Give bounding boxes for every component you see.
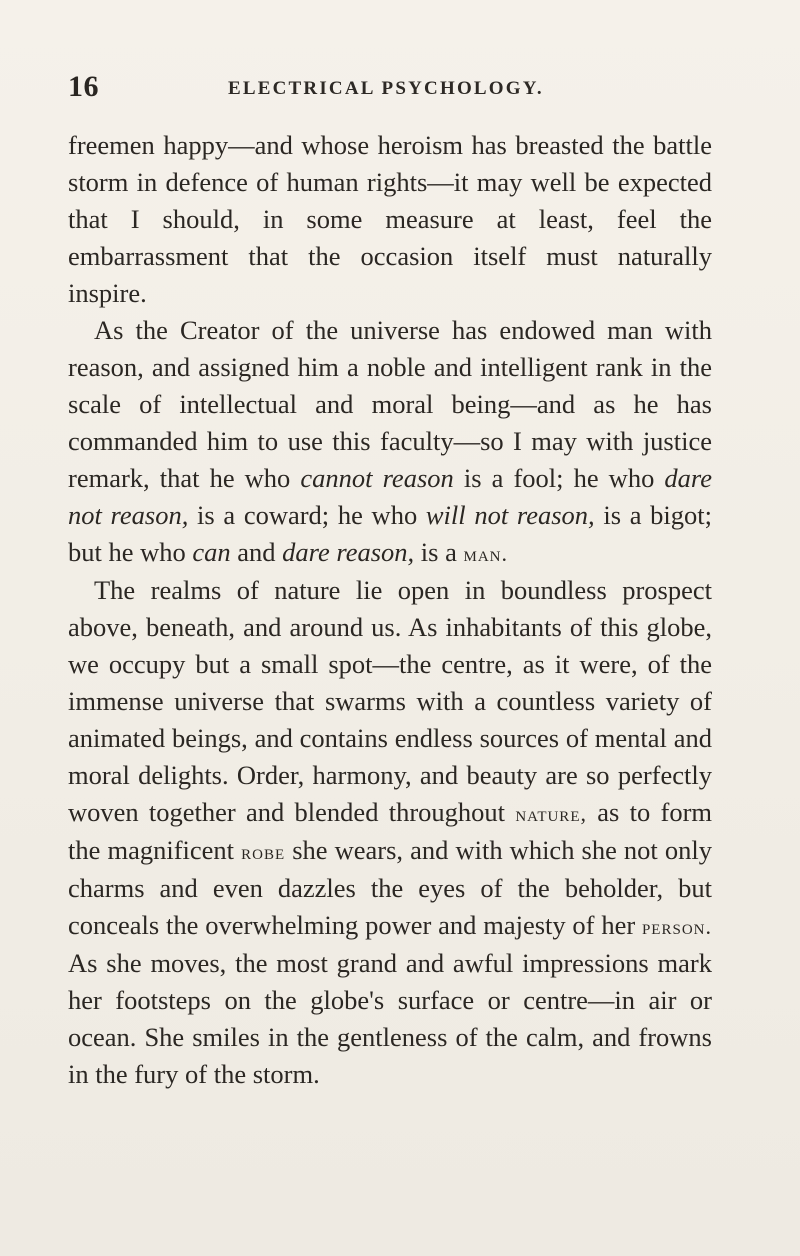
paragraph-1-text: freemen happy—and whose heroism has breasted the battle storm in defence of human rights—it may well be expected that I should, in some measure at least, feel the embarrassment that the occasion itself must naturally inspire.: [68, 130, 712, 308]
paragraph-3-smallcaps-nature: nature,: [515, 801, 587, 826]
paragraph-3: [68, 572, 712, 1093]
paragraph-2: [68, 312, 712, 572]
body-text: [68, 127, 712, 1093]
paragraph-1: [68, 127, 712, 312]
paragraph-2-italic-cannot-reason: cannot reason: [300, 463, 454, 493]
running-head: [68, 70, 708, 104]
paragraph-3-text-c: she wears, and with which she not only charms and even dazzles the eyes of the beholder, but conceals the overwhelming power and majesty of her: [68, 835, 712, 940]
paragraph-3-text-b: as to form the magnificent: [68, 797, 713, 865]
paragraph-3-smallcaps-person: person.: [641, 914, 712, 939]
paragraph-2-text-b: is a fool; he who: [453, 463, 665, 493]
paragraph-2-italic-dare-not-reason: dare not reason,: [68, 463, 712, 530]
paragraph-3-smallcaps-robe: robe: [241, 839, 286, 864]
paragraph-2-italic-can: can: [192, 537, 231, 567]
paragraph-2-text-d: is a bigot; but he who: [68, 500, 712, 567]
paragraph-2-italic-will-not-reason: will not reason,: [425, 500, 595, 530]
running-title: ELECTRICAL PSYCHOLOGY.: [228, 78, 544, 99]
paragraph-2-smallcaps-man: man.: [463, 541, 508, 566]
paragraph-2-text-e: and: [230, 537, 283, 567]
paragraph-2-text-c: is a coward; he who: [188, 500, 426, 530]
paragraph-3-text-d: As she moves, the most grand and awful impressions mark her footsteps on the globe's surface or centre—in air or ocean. She smiles in the gentleness of the calm, and frowns in the fury of the storm.: [68, 948, 712, 1089]
paragraph-2-text-a: As the Creator of the universe has endowed man with reason, and assigned him a noble and intelligent rank in the scale of intellectual and moral being—and as he has commanded him to use this faculty—so I may with justice remark, that he who: [68, 315, 712, 493]
paragraph-2-italic-dare-reason: dare reason,: [282, 537, 415, 567]
paragraph-3-text-a: The realms of nature lie open in boundless prospect above, beneath, and around us. As inhabitants of this globe, we occupy but a small spot—the centre, as it were, of the immense universe that swarms with a countless variety of animated beings, and contains endless sources of mental and moral delights. Order, harmony, and beauty are so perfectly woven together and blended throughout: [68, 575, 712, 827]
paragraph-2-text-f: is a: [414, 537, 464, 567]
page-number: 16: [68, 70, 99, 103]
